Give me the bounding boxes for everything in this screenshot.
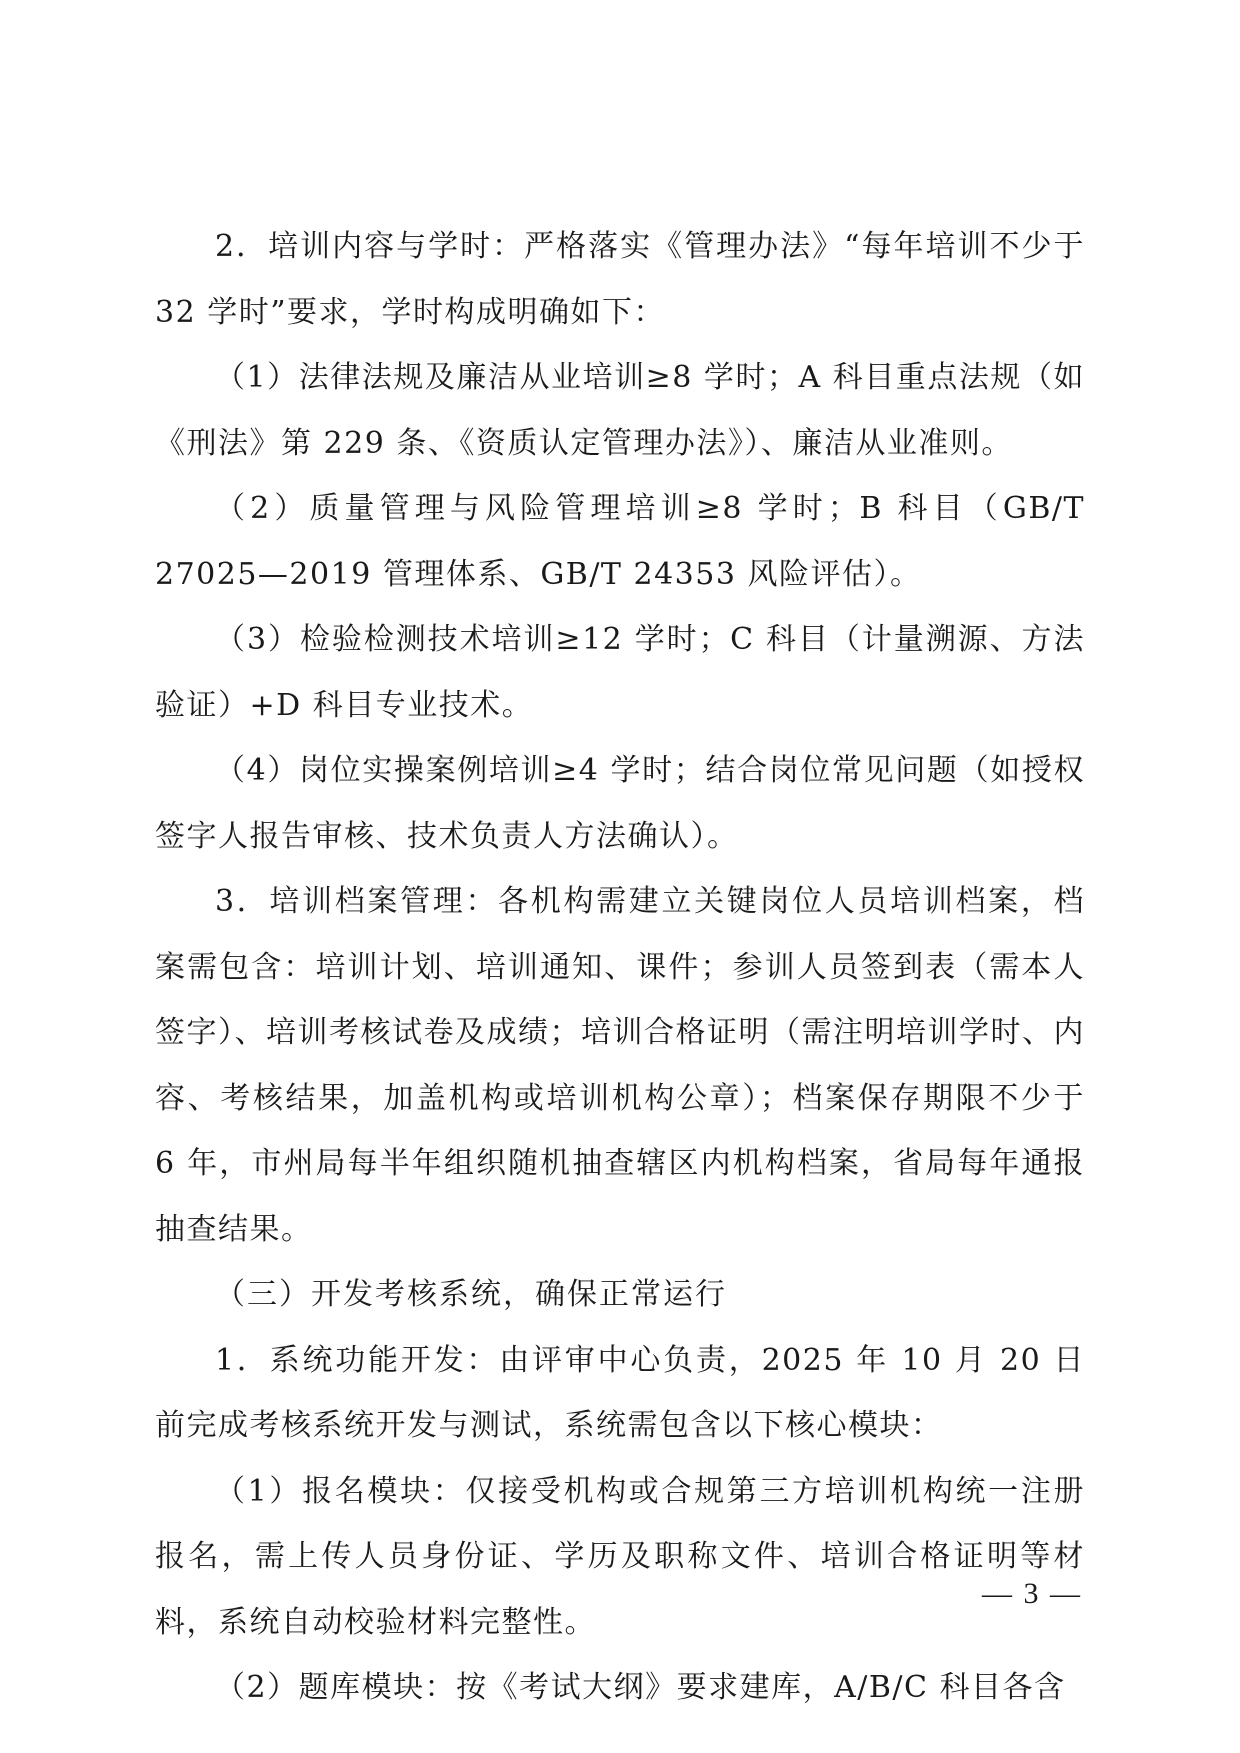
paragraph-quality-risk-training: （2）质量管理与风险管理培训≥8 学时；B 科目（GB/T 27025—2019 管理体系、GB/T 24353 风险评估）。 — [155, 491, 1085, 592]
paragraph-registration-module: （1）报名模块：仅接受机构或合规第三方培训机构统一注册报名，需上传人员身份证、学历及职称文件、培训合格证明等材料，系统自动校验材料完整性。 — [155, 1473, 1085, 1640]
paragraph-training-content-hours: 2．培训内容与学时：严格落实《管理办法》“每年培训不少于 32 学时”要求，学时构成明确如下： — [155, 229, 1085, 330]
paragraph-question-bank-module: （2）题库模块：按《考试大纲》要求建库，A/B/C 科目各含 — [215, 1670, 1066, 1705]
paragraph-law-training: （1）法律法规及廉洁从业培训≥8 学时；A 科目重点法规（如《刑法》第 229 条、《资质认定管理办法》）、廉洁从业准则。 — [155, 360, 1085, 461]
section-heading-exam-system: （三）开发考核系统，确保正常运行 — [215, 1277, 727, 1312]
paragraph-technical-training: （3）检验检测技术培训≥12 学时；C 科目（计量溯源、方法验证）+D 科目专业技术。 — [155, 622, 1085, 723]
paragraph-system-development: 1．系统功能开发：由评审中心负责，2025 年 10 月 20 日前完成考核系统开发与测试，系统需包含以下核心模块： — [155, 1342, 1085, 1443]
body-text — [155, 214, 1085, 1721]
page-number: — 3 — — [982, 1577, 1082, 1610]
paragraph-practice-case-training: （4）岗位实操案例培训≥4 学时；结合岗位常见问题（如授权签字人报告审核、技术负责人方法确认）。 — [155, 753, 1085, 854]
paragraph-training-archive: 3．培训档案管理：各机构需建立关键岗位人员培训档案，档案需包含：培训计划、培训通知、课件；参训人员签到表（需本人签字）、培训考核试卷及成绩；培训合格证明（需注明培训学时、内容、考核结果，加盖机构或培训机构公章）；档案保存期限不少于 6 年，市州局每半年组织随机抽查辖区内机构档案，省局每年通报抽查结果。 — [155, 884, 1085, 1247]
